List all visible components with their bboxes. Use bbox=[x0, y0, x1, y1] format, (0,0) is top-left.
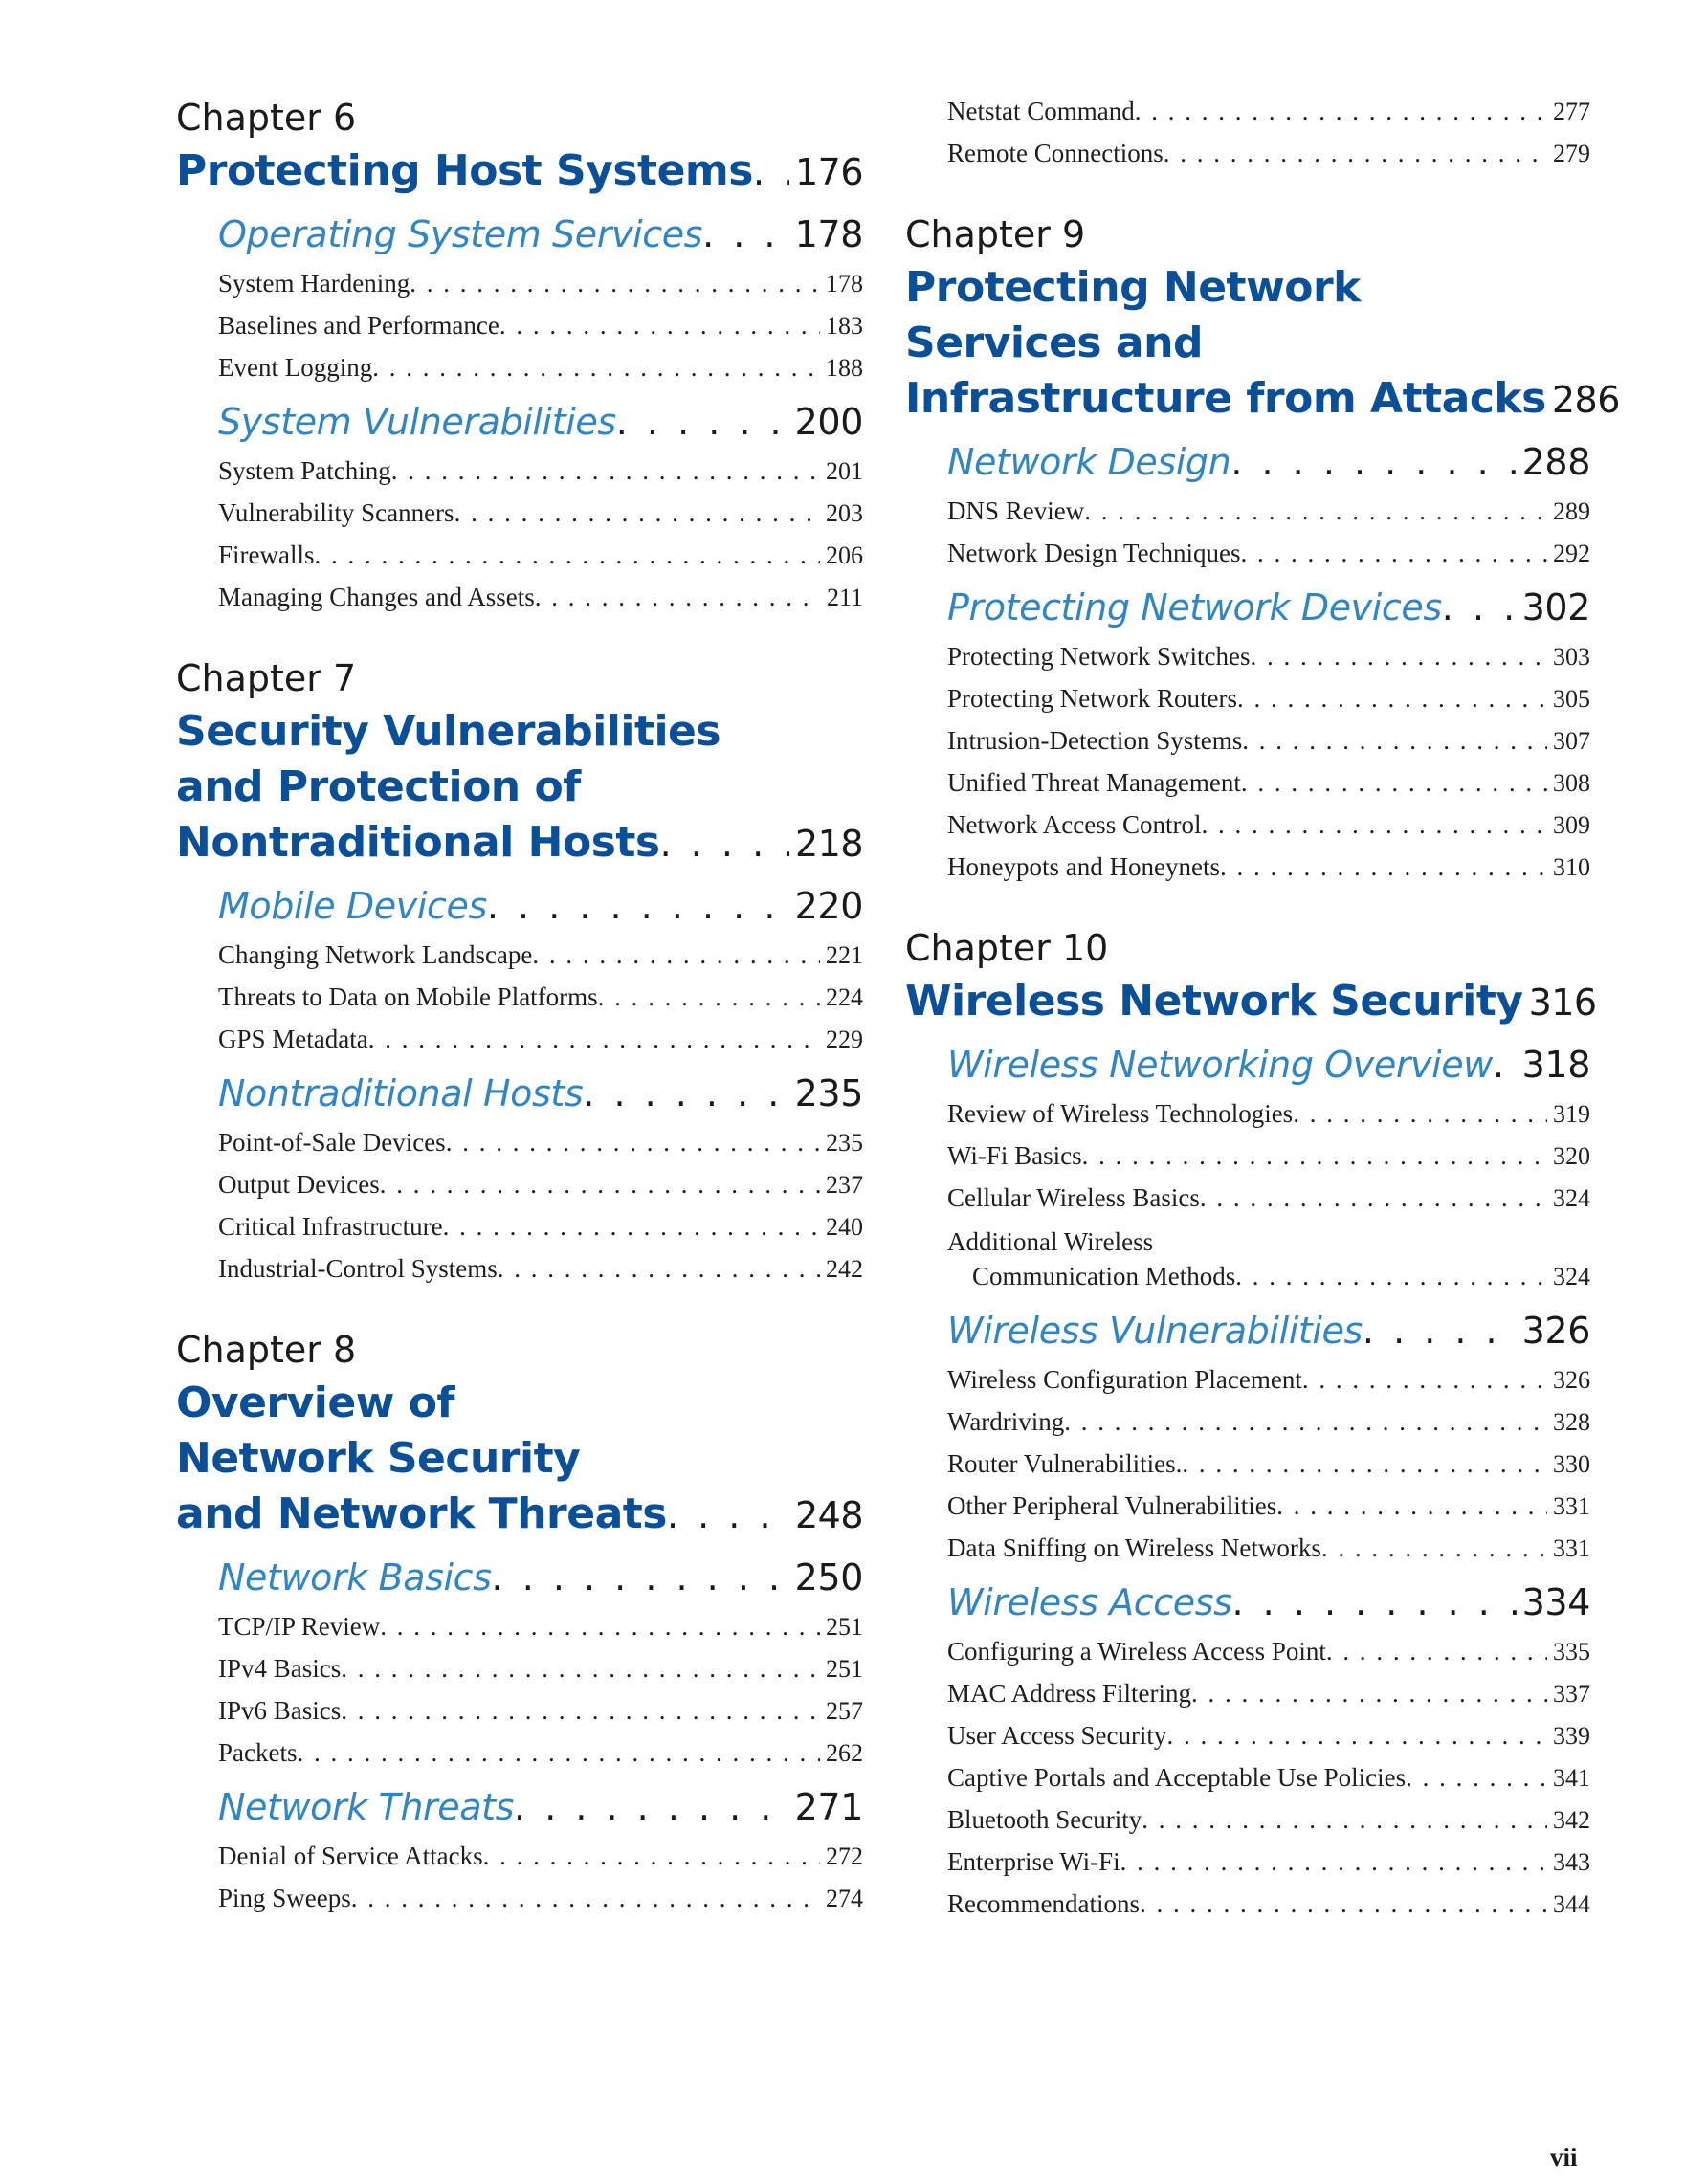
toc-entry[interactable]: Remote Connections . . . 279 bbox=[947, 134, 1590, 172]
chapter-title[interactable]: Protecting Network Services and Infrastructure from Attacks 286 bbox=[905, 260, 1590, 427]
page-number: 331 bbox=[1553, 1492, 1590, 1520]
page-number: 262 bbox=[826, 1739, 863, 1767]
toc-entry[interactable]: Data Sniffing on Wireless Networks . . . 331 bbox=[947, 1529, 1590, 1567]
page-number: 206 bbox=[826, 541, 863, 569]
page-number: 308 bbox=[1553, 769, 1590, 797]
section-heading[interactable]: Operating System Services . . . 178 bbox=[218, 210, 863, 258]
toc-entry[interactable]: Network Access Control . . . 309 bbox=[947, 805, 1590, 844]
toc-entry[interactable]: Wireless Configuration Placement . . . 326 bbox=[947, 1360, 1590, 1399]
page-number: 316 bbox=[1528, 982, 1597, 1024]
page-number: 242 bbox=[826, 1255, 863, 1283]
section-heading[interactable]: Network Basics . . . 250 bbox=[218, 1554, 863, 1601]
toc-entry[interactable]: Wardriving . . . 328 bbox=[947, 1402, 1590, 1441]
page-number: 235 bbox=[826, 1129, 863, 1157]
chapter-title[interactable]: Security Vulnerabilities and Protection of Nontraditional Hosts . . . 218 bbox=[176, 704, 863, 871]
toc-entry[interactable]: Unified Threat Management . . . 308 bbox=[947, 763, 1590, 802]
toc-entry[interactable]: Protecting Network Switches . . . 303 bbox=[947, 637, 1590, 675]
toc-entry[interactable]: Packets . . . 262 bbox=[218, 1733, 863, 1772]
page-number: 176 bbox=[794, 151, 863, 193]
chapter-title[interactable]: Protecting Host Systems . . . 176 bbox=[176, 143, 863, 199]
toc-entry[interactable]: System Patching . . . 201 bbox=[218, 452, 863, 490]
page-number: 200 bbox=[794, 401, 863, 443]
toc-entry[interactable]: Cellular Wireless Basics . . . 324 bbox=[947, 1179, 1590, 1217]
toc-entry-continuation[interactable]: Communication Methods . . . 324 bbox=[972, 1257, 1590, 1295]
page-number: 251 bbox=[826, 1655, 863, 1683]
toc-entry[interactable]: User Access Security . . . 339 bbox=[947, 1716, 1590, 1754]
toc-entry[interactable]: Network Design Techniques . . . 292 bbox=[947, 534, 1590, 572]
section-heading[interactable]: Network Threats . . . 271 bbox=[218, 1783, 863, 1831]
toc-entry[interactable]: Honeypots and Honeynets . . . 310 bbox=[947, 848, 1590, 886]
page-number: 337 bbox=[1553, 1680, 1590, 1708]
page-number: 188 bbox=[826, 354, 863, 382]
page-number: 203 bbox=[826, 499, 863, 527]
toc-entry[interactable]: Output Devices . . . 237 bbox=[218, 1165, 863, 1203]
chapter-title[interactable]: Overview of Network Security and Network Threats . . . 248 bbox=[176, 1376, 863, 1542]
page-number: 250 bbox=[794, 1556, 863, 1599]
chapter-label: Chapter 9 bbox=[905, 213, 1086, 255]
toc-entry[interactable]: System Hardening . . . 178 bbox=[218, 264, 863, 302]
toc-entry[interactable]: Firewalls . . . 206 bbox=[218, 536, 863, 574]
section-heading[interactable]: Nontraditional Hosts . . . 235 bbox=[218, 1070, 863, 1117]
toc-entry[interactable]: Protecting Network Routers . . . 305 bbox=[947, 679, 1590, 717]
page-number: 211 bbox=[826, 584, 863, 611]
section-heading[interactable]: Wireless Access . . . 334 bbox=[947, 1578, 1590, 1626]
page-number: 237 bbox=[826, 1171, 863, 1199]
toc-entry[interactable]: Recommendations . . . 344 bbox=[947, 1885, 1590, 1923]
toc-entry[interactable]: Intrusion-Detection Systems . . . 307 bbox=[947, 721, 1590, 760]
page-number: 341 bbox=[1553, 1764, 1590, 1792]
toc-entry[interactable]: MAC Address Filtering . . . 337 bbox=[947, 1674, 1590, 1712]
page-number: 178 bbox=[826, 270, 863, 298]
toc-entry[interactable]: Review of Wireless Technologies . . . 319 bbox=[947, 1094, 1590, 1133]
section-heading[interactable]: Mobile Devices . . . 220 bbox=[218, 882, 863, 930]
page-number: 221 bbox=[826, 941, 863, 969]
page-number: 324 bbox=[1553, 1263, 1590, 1291]
toc-entry[interactable]: Point-of-Sale Devices . . . 235 bbox=[218, 1123, 863, 1161]
page-number: 335 bbox=[1553, 1638, 1590, 1666]
page-number: 343 bbox=[1553, 1848, 1590, 1876]
toc-entry[interactable]: Industrial-Control Systems . . . 242 bbox=[218, 1249, 863, 1288]
page-number: 320 bbox=[1553, 1142, 1590, 1170]
toc-entry[interactable]: Enterprise Wi-Fi . . . 343 bbox=[947, 1842, 1590, 1881]
page-number: 251 bbox=[826, 1613, 863, 1641]
page-number: 224 bbox=[826, 983, 863, 1011]
toc-entry[interactable]: Other Peripheral Vulnerabilities . . . 331 bbox=[947, 1487, 1590, 1525]
page-number: 235 bbox=[794, 1072, 863, 1114]
page-number: 220 bbox=[794, 885, 863, 927]
page-number: 344 bbox=[1553, 1890, 1590, 1918]
toc-entry[interactable]: Router Vulnerabilities. . . . 330 bbox=[947, 1445, 1590, 1483]
page-number: 218 bbox=[794, 823, 863, 865]
toc-entry[interactable]: GPS Metadata . . . 229 bbox=[218, 1020, 863, 1058]
toc-entry-first-line[interactable]: Additional Wireless bbox=[947, 1227, 1154, 1256]
page-number: 248 bbox=[794, 1494, 863, 1536]
page-number: 201 bbox=[826, 457, 863, 485]
page-number: 183 bbox=[826, 312, 863, 340]
page-number: 305 bbox=[1553, 685, 1590, 713]
page-number: 288 bbox=[1521, 441, 1590, 483]
page-number: 257 bbox=[826, 1697, 863, 1725]
page-number: 271 bbox=[794, 1786, 863, 1828]
page-number: 318 bbox=[1521, 1044, 1590, 1086]
toc-entry[interactable]: Event Logging . . . 188 bbox=[218, 348, 863, 386]
toc-entry[interactable]: Captive Portals and Acceptable Use Policies . . . 341 bbox=[947, 1758, 1590, 1797]
toc-entry[interactable]: Threats to Data on Mobile Platforms . . . 224 bbox=[218, 978, 863, 1016]
toc-entry[interactable]: TCP/IP Review . . . 251 bbox=[218, 1607, 863, 1645]
page-number: 229 bbox=[826, 1026, 863, 1053]
page-number: 272 bbox=[826, 1842, 863, 1870]
chapter-label: Chapter 6 bbox=[176, 97, 357, 139]
page-number: 326 bbox=[1553, 1366, 1590, 1394]
page-number: 302 bbox=[1521, 586, 1590, 629]
section-heading[interactable]: Network Design . . . 288 bbox=[947, 438, 1590, 486]
toc-entry[interactable]: Vulnerability Scanners . . . 203 bbox=[218, 494, 863, 532]
toc-entry[interactable]: Ping Sweeps . . . 274 bbox=[218, 1879, 863, 1917]
toc-entry[interactable]: Changing Network Landscape . . . 221 bbox=[218, 936, 863, 974]
section-heading[interactable]: Wireless Networking Overview . . . 318 bbox=[947, 1041, 1590, 1089]
page-number: 328 bbox=[1553, 1408, 1590, 1436]
page-number: 342 bbox=[1553, 1806, 1590, 1834]
page-number: 178 bbox=[794, 213, 863, 255]
chapter-label: Chapter 7 bbox=[176, 657, 357, 699]
page-number: 309 bbox=[1553, 811, 1590, 839]
toc-entry[interactable]: Managing Changes and Assets . . . 211 bbox=[218, 578, 863, 616]
page-number: 303 bbox=[1553, 643, 1590, 671]
page-number: 274 bbox=[826, 1885, 863, 1912]
section-heading[interactable]: Protecting Network Devices . . . 302 bbox=[947, 584, 1590, 631]
page-number: 334 bbox=[1521, 1581, 1590, 1623]
page-number: 330 bbox=[1553, 1450, 1590, 1478]
chapter-label: Chapter 10 bbox=[905, 927, 1109, 969]
toc-entry[interactable]: IPv4 Basics . . . 251 bbox=[218, 1649, 863, 1688]
page-number: 310 bbox=[1553, 853, 1590, 881]
toc-entry[interactable]: Denial of Service Attacks . . . 272 bbox=[218, 1837, 863, 1875]
page-number: 339 bbox=[1553, 1722, 1590, 1750]
page-number: 307 bbox=[1553, 727, 1590, 755]
page-folio: vii bbox=[1550, 2143, 1578, 2172]
page-number: 326 bbox=[1521, 1310, 1590, 1352]
page-number: 292 bbox=[1553, 540, 1590, 567]
toc-entry[interactable]: Netstat Command . . . 277 bbox=[947, 92, 1590, 130]
toc-entry[interactable]: Wi-Fi Basics . . . 320 bbox=[947, 1136, 1590, 1175]
page-number: 324 bbox=[1553, 1184, 1590, 1212]
chapter-label: Chapter 8 bbox=[176, 1329, 357, 1371]
chapter-title[interactable]: Wireless Network Security 316 bbox=[905, 974, 1590, 1029]
page-number: 277 bbox=[1553, 98, 1590, 125]
toc-entry[interactable]: Configuring a Wireless Access Point . . . 335 bbox=[947, 1632, 1590, 1670]
page-number: 319 bbox=[1553, 1100, 1590, 1128]
toc-entry[interactable]: Bluetooth Security . . . 342 bbox=[947, 1800, 1590, 1839]
page-number: 240 bbox=[826, 1213, 863, 1241]
page-number: 279 bbox=[1553, 140, 1590, 167]
toc-entry[interactable]: DNS Review . . . 289 bbox=[947, 492, 1590, 530]
page-number: 331 bbox=[1553, 1534, 1590, 1562]
toc-entry[interactable]: Critical Infrastructure . . . 240 bbox=[218, 1207, 863, 1246]
section-heading[interactable]: System Vulnerabilities . . . 200 bbox=[218, 398, 863, 446]
page-number: 286 bbox=[1551, 379, 1620, 421]
section-heading[interactable]: Wireless Vulnerabilities . . . 326 bbox=[947, 1307, 1590, 1355]
toc-entry[interactable]: Baselines and Performance . . . 183 bbox=[218, 306, 863, 344]
page-number: 289 bbox=[1553, 497, 1590, 525]
toc-entry[interactable]: IPv6 Basics . . . 257 bbox=[218, 1691, 863, 1730]
